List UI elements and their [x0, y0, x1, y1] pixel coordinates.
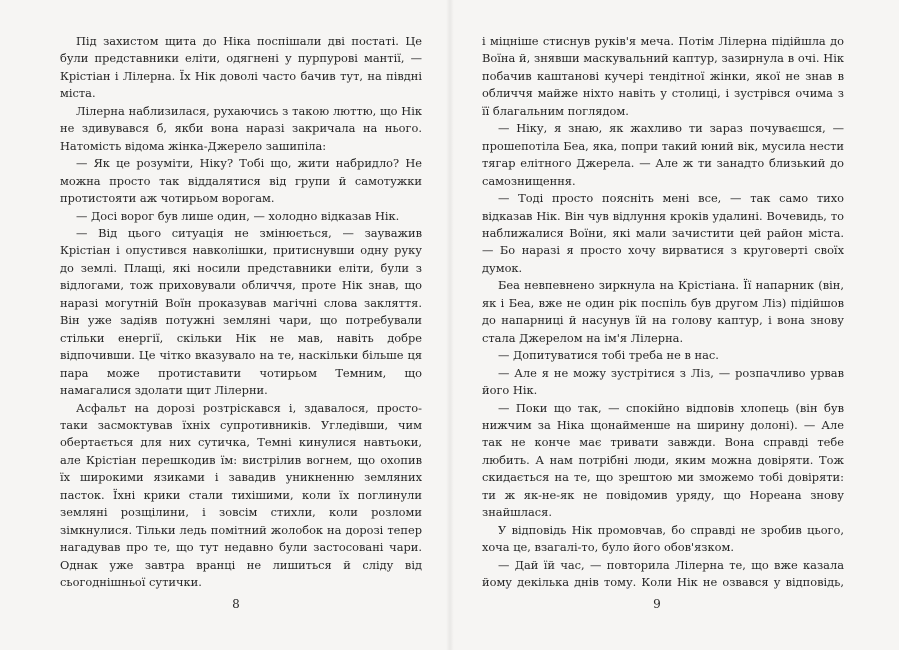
left-page-text: [60, 33, 422, 593]
book-gutter: [446, 0, 454, 650]
paragraph: Беа невпевнено зиркнула на Крістіана. Її напарник (він, як і Беа, вже не один рік поспіль був другом Ліз) підійшов до напарниці й насунув їй на голову каптур, і вона знову стала Джерелом на ім'я Лілерна.: [482, 278, 844, 345]
paragraph: — Досі ворог був лише один, — холодно відказав Нік.: [76, 208, 400, 223]
paragraph: — Як це розуміти, Ніку? Тобі що, жити набридло? Не можна просто так віддалятися від групи й самотужки протистояти аж чотирьом ворогам.: [60, 156, 422, 206]
paragraph: У відповідь Нік промовчав, бо справді не зробив цього, хоча це, взагалі-то, було його обов'язком.: [482, 522, 844, 555]
paragraph: — Дай їй час, — повторила Лілерна те, що вже казала йому декілька днів тому. Коли Нік не озвався у відповідь,: [482, 557, 844, 590]
paragraph: — Тоді просто поясніть мені все, — так само тихо відказав Нік. Він чув відлуння кроків удалині. Вочевидь, то наближалися Воїни, які мали зачистити цей район міста. — Бо наразі я просто хочу вирватися з круговерті своїх думок.: [482, 191, 844, 275]
paragraph: Під захистом щита до Ніка поспішали дві постаті. Це були представники еліти, одягнені у пурпурові мантії, — Крістіан і Лілерна. Їх Нік доволі часто бачив тут, на півдні міста.: [60, 34, 422, 101]
right-page-text: [482, 33, 844, 593]
paragraph: Асфальт на дорозі розтріскався і, здавалося, просто-таки засмоктував їхніх супротивників. Угледівши, чим обертається для них сутичка, Темні кинулися навтьоки, але Крістіан перешкодив їм: вистрілив вогнем, що охопив їх широкими язиками і завадив уникненню земляних пасток. Їхні крики стали тихішими, коли їх поглинули земляні розщілини, і зовсім стихли, коли розломи зімкнулися. Тільки ледь помітний жолобок на дорозі тепер нагадував про те, що тут недавно були застосовані чари. Однак уже завтра вранці не лишиться й сліду від сьогоднішньої сутички.: [60, 400, 422, 590]
paragraph: — Поки що так, — спокійно відповів хлопець (він був нижчим за Ніка щонайменше на ширину долоні). — Але так не конче має тривати завжди. Вона справді тебе любить. А нам потрібні люди, яким можна довіряти. Тож скидається на те, що зрештою ми зможемо тобі довіряти: ти ж як-не-як не повідомив уряду, що Нореана знову знайшлася.: [482, 400, 844, 520]
page-number-right: 9: [653, 597, 661, 611]
paragraph: — Від цього ситуація не змінюється, — зауважив Крістіан і опустився навколішки, притиснувши одну руку до землі. Плащі, які носили представники еліти, були з відлогами, тож приховували обличчя, проте Нік знав, що наразі могутній Воїн проказував магічні слова закляття. Він уже задіяв потужні земляні чари, що потребували стільки енергії, скільки Нік не мав, навіть добре відпочивши. Це чітко вказувало на те, наскільки більше ця пара може протиставити чотирьом Темним, що намагалися здолати щит Лілерни.: [60, 225, 422, 398]
page-number-left: 8: [232, 597, 240, 611]
paragraph: Лілерна наблизилася, рухаючись з такою люттю, що Нік не здивувався б, якби вона наразі закричала на нього. Натомість відома жінка-Джерело зашипіла:: [60, 103, 422, 153]
paragraph-continuation: і міцніше стиснув руків'я меча. Потім Лілерна підійшла до Воїна й, знявши маскувальний каптур, зазирнула в очі. Нік побачив каштанові кучері тендітної жінки, якої не знав в обличчя майже ніхто навіть у столиці, і зустрівся очима з її благальним поглядом.: [482, 34, 844, 118]
paragraph: — Ніку, я знаю, як жахливо ти зараз почуваєшся, — прошепотіла Беа, яка, попри такий юний вік, мусила нести тягар елітного Джерела. — Але ж ти занадто близький до самознищення.: [482, 121, 844, 188]
paragraph: [60, 592, 422, 594]
paragraph: — Допитуватися тобі треба не в нас.: [498, 348, 719, 363]
paragraph: — Але я не можу зустрітися з Ліз, — розпачливо урвав його Нік.: [482, 365, 844, 398]
